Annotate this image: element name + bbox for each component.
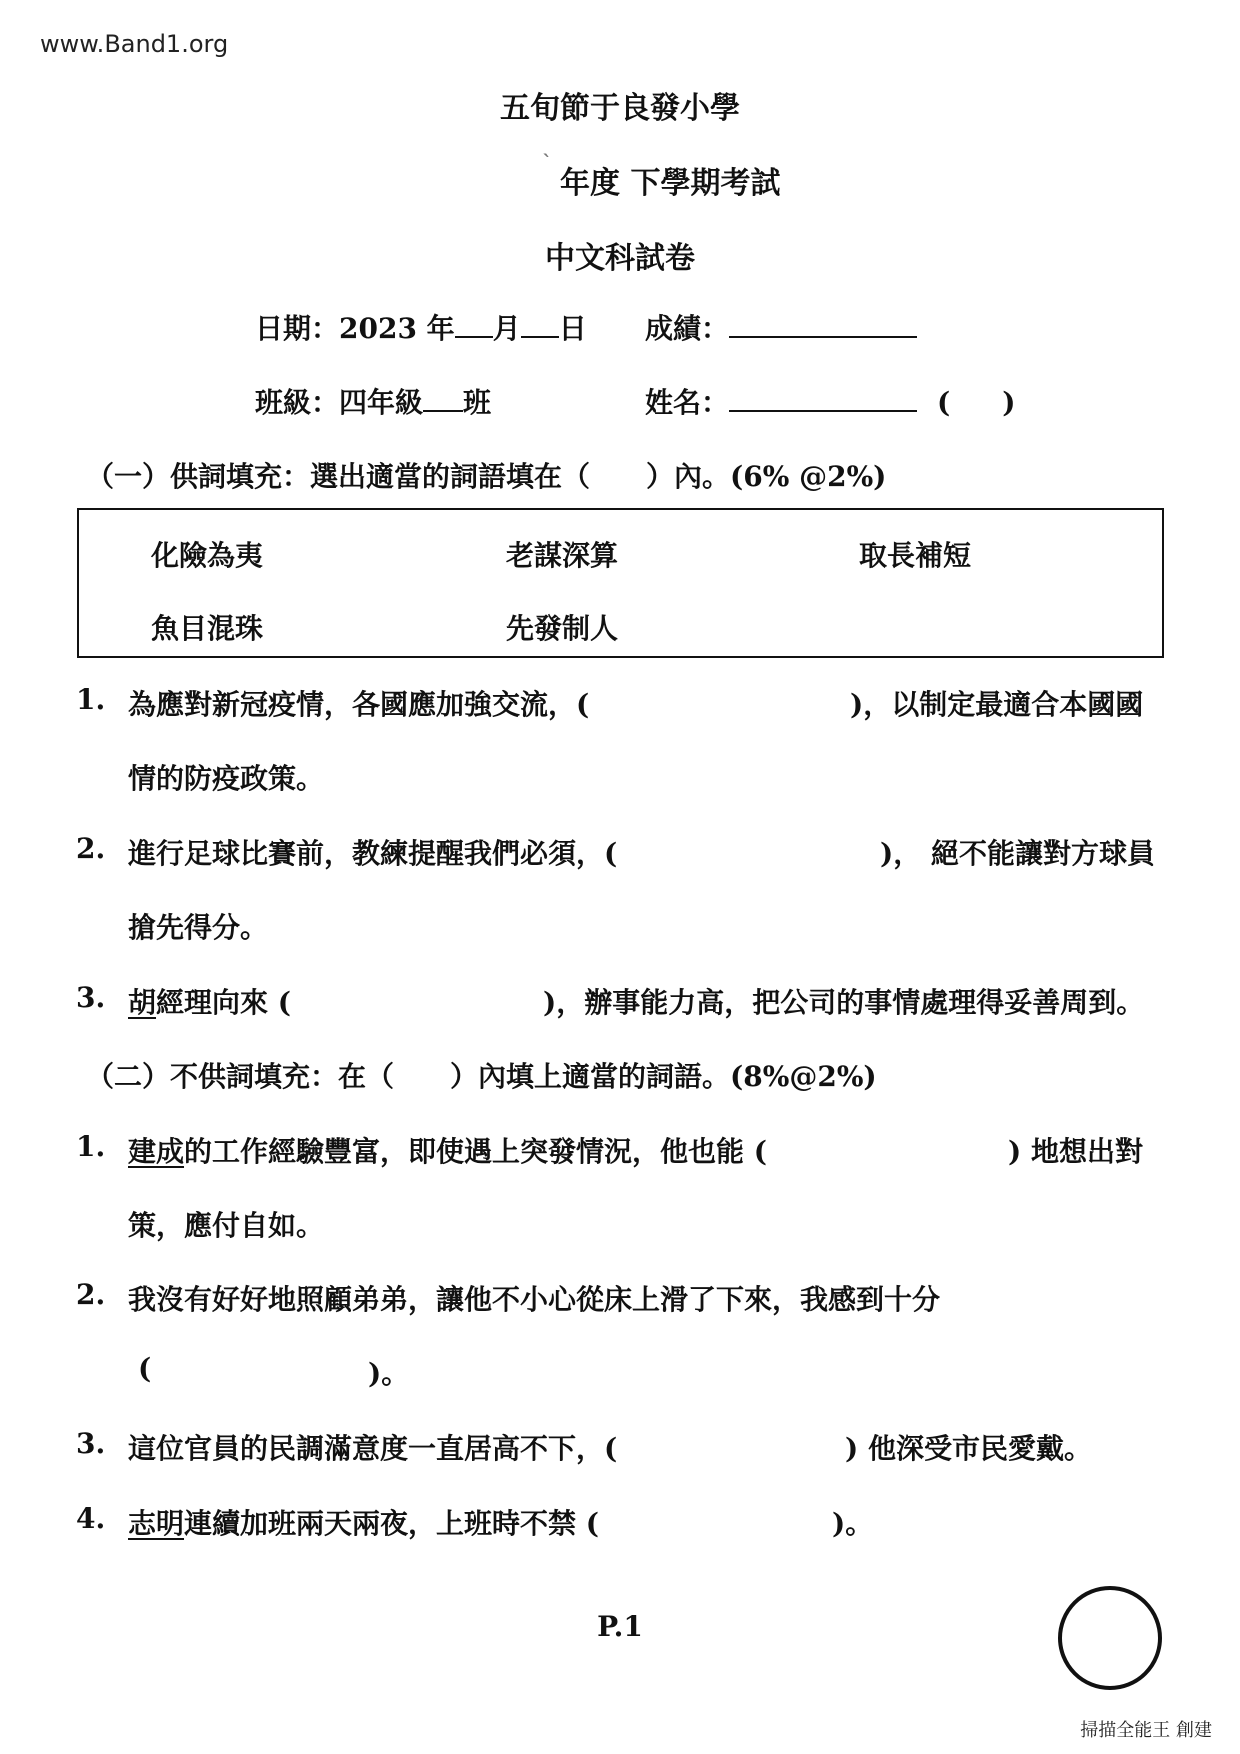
question-line: 進行足球比賽前，教練提醒我們必須，(	[128, 837, 618, 870]
question-line: (	[138, 1352, 152, 1385]
question-line: )，以制定最適合本國國	[850, 688, 1144, 721]
word-bank-item: 取長補短	[859, 539, 972, 572]
person-name: 建成	[128, 1135, 185, 1168]
score-label: 成績：	[645, 312, 730, 345]
class-blank[interactable]	[423, 388, 463, 412]
class-number-paren-open: (	[937, 386, 951, 419]
question-line: )。	[832, 1507, 874, 1540]
class-number-paren-close: )	[1002, 386, 1016, 419]
question-line: ) 地想出對	[1008, 1135, 1143, 1168]
scanner-footer: 掃描全能王 創建	[1080, 1720, 1212, 1741]
question-line: 我沒有好好地照顧弟弟，讓他不小心從床上滑了下來，我感到十分	[128, 1283, 941, 1316]
date-day: 日	[558, 312, 587, 345]
date-field	[255, 307, 587, 347]
subject-title: 中文科試卷	[545, 241, 695, 276]
month-blank[interactable]	[455, 314, 493, 338]
exam-term	[542, 150, 781, 202]
score-circle	[1058, 1586, 1162, 1690]
word-bank-item: 化險為夷	[151, 539, 264, 572]
score-field	[645, 307, 917, 347]
question-number: 3.	[76, 1427, 106, 1460]
date-prefix: 日期：2023 年	[255, 312, 455, 345]
question-line: )。	[368, 1357, 410, 1390]
word-bank-item: 先發制人	[506, 612, 619, 645]
name-label: 姓名：	[645, 386, 730, 419]
question-line: 策，應付自如。	[128, 1209, 325, 1242]
question-number: 4.	[76, 1502, 106, 1535]
person-name: 胡	[128, 986, 157, 1019]
question-line: 為應對新冠疫情，各國應加強交流，(	[128, 688, 590, 721]
day-blank[interactable]	[521, 314, 559, 338]
question-number: 2.	[76, 832, 106, 865]
page-number: P.1	[597, 1610, 643, 1643]
question-line: 情的防疫政策。	[128, 762, 325, 795]
question-number: 1.	[76, 1130, 106, 1163]
name-blank[interactable]	[729, 388, 917, 412]
word-bank-item: 老謀深算	[506, 539, 619, 572]
class-suffix: 班	[463, 386, 492, 419]
question-line: 這位官員的民調滿意度一直居高不下，(	[128, 1432, 618, 1465]
question-line: ) 他深受市民愛戴。	[845, 1432, 1092, 1465]
question-number: 2.	[76, 1278, 106, 1311]
name-field	[645, 381, 1016, 421]
question-line: 胡經理向來 (	[128, 986, 292, 1019]
class-field	[255, 381, 491, 421]
section1-title: （一）供詞填充：選出適當的詞語填在（ ）內。(6% @2%)	[86, 460, 887, 493]
question-line: 志明連續加班兩天兩夜，上班時不禁 (	[128, 1507, 600, 1540]
question-line: 搶先得分。	[128, 911, 269, 944]
question-line: 建成的工作經驗豐富，即使遇上突發情況，他也能 (	[128, 1135, 768, 1168]
section2-title: （二）不供詞填充：在（ ）內填上適當的詞語。(8%@2%)	[86, 1060, 877, 1093]
question-number: 3.	[76, 981, 106, 1014]
class-prefix: 班級：四年級	[255, 386, 424, 419]
word-bank-item: 魚目混珠	[151, 612, 264, 645]
question-line: )， 絕不能讓對方球員	[880, 837, 1155, 870]
school-name: 五旬節于良發小學	[500, 91, 740, 126]
score-blank[interactable]	[729, 314, 917, 338]
date-month: 月	[492, 312, 521, 345]
person-name: 志明	[128, 1507, 185, 1540]
watermark-url: www.Band1.org	[40, 30, 229, 58]
word-bank-box	[77, 508, 1164, 658]
exam-term-text: 年度 下學期考試	[560, 166, 781, 201]
question-line: )，辦事能力高，把公司的事情處理得妥善周到。	[543, 986, 1145, 1019]
question-number: 1.	[76, 683, 106, 716]
year-tick-mark: `	[542, 150, 552, 174]
